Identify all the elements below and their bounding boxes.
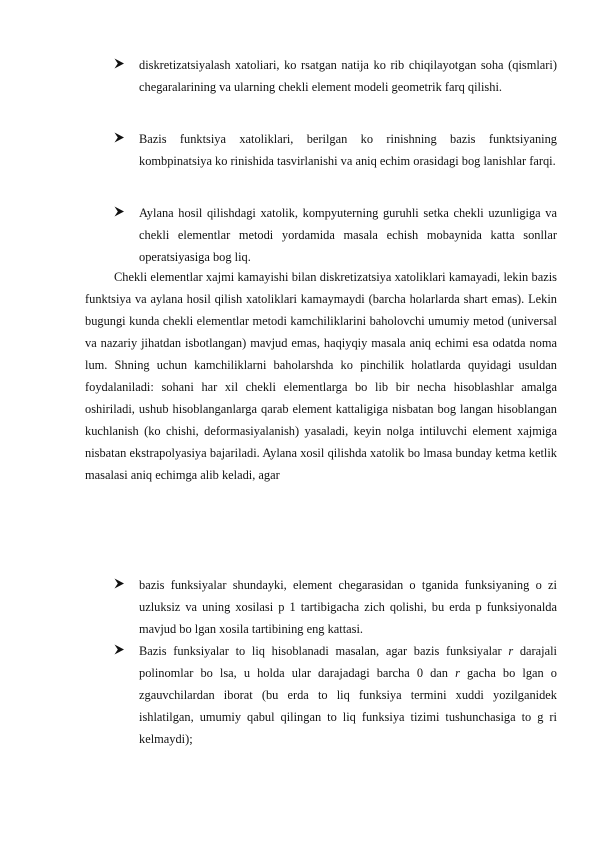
text-segment: darajali polinomlar bo lsa, u holda ular darajadagi barcha 0 dan [139,644,558,680]
bullet-text: bazis funksiyalar shundayki, element chegarasidan o tganida funksiyaning o zi uzluksiz va uning xosilasi p 1 tartibigacha zich qolishi, bu erda p funksiyonalda mavjud bo lgan xosila tartibining eng kattasi. [139,578,557,636]
bullet-text: Aylana hosil qilishdagi xatolik, kompyuterning guruhli setka chekli uzunligiga va chekli elementlar metodi yordamida masala echish mobaynida katta sonllar operatsiyasiga bog liq. [139,206,557,264]
bullet-item-4 [113,574,557,640]
bullet-item-2 [113,128,557,172]
bullet-item-3 [113,202,557,268]
arrow-bullet-icon [113,128,125,146]
text-segment: gacha bo lgan o zgauvchilardan iborat (bu erda to liq funksiya termini xuddi yozilganidek ishlatilgan, umumiy qabul qilingan to liq funksiya tizimi tushunchasiga to g ri kelmaydi); [139,666,557,746]
arrow-bullet-icon [113,54,125,72]
bullet-text: Bazis funktsiya xatoliklari, berilgan ko rinishning bazis funktsiyaning kombpinatsiya ko rinishida tasvirlanishi va aniq echim orasidagi bog lanishlar farqi. [139,132,557,168]
variable-r: r [455,666,460,680]
arrow-bullet-icon [113,640,125,658]
text-segment: Bazis funksiyalar to liq hisoblanadi masalan, agar bazis funksiyalar [139,644,509,658]
body-paragraph: Chekli elementlar xajmi kamayishi bilan diskretizatsiya xatoliklari kamayadi, lekin bazis funktsiya va aylana hosil qilish xatoliklari kamaymaydi (barcha holarlarda shart emas). Lekin bugungi kunda chekli elementlar metodi kamchiliklarini baholovchi umumiy metod (universal va nazariy jihatdan isbotlangan) mavjud emas, haqiyqiy masala aniq echimi esa odatda noma lum. Shning uchun kamchiliklarni baholarshda ko pinchilik holatlarda quyidagi usuldan foydalaniladi: sohani har xil chekli elementlarga bo lib bir necha hisoblashlar amalga oshiriladi, ushub hisoblanganlarga qarab element kattaligiga nisbatan bog langan hisoblangan kuchlanish (ko chishi, deformasiyalanish) yasaladi, keyin nolga intiluvchi element xajmiga nisbatan ekstrapolyasiya bajariladi. Aylana xosil qilishda xatolik bo lmasa bunday ketma ketlik masalasi aniq echimga alib keladi, agar [85,270,557,482]
bullet-item-5 [113,640,557,750]
arrow-bullet-icon [113,202,125,220]
bullet-text [139,640,557,750]
bullet-item-1 [113,54,557,98]
bullet-text: diskretizatsiyalash xatoliari, ko rsatgan natija ko rib chiqilayotgan soha (qismlari) chegaralarining va ularning chekli element modeli geometrik farq qilishi. [139,58,557,94]
variable-r: r [508,644,514,658]
arrow-bullet-icon [113,574,125,592]
